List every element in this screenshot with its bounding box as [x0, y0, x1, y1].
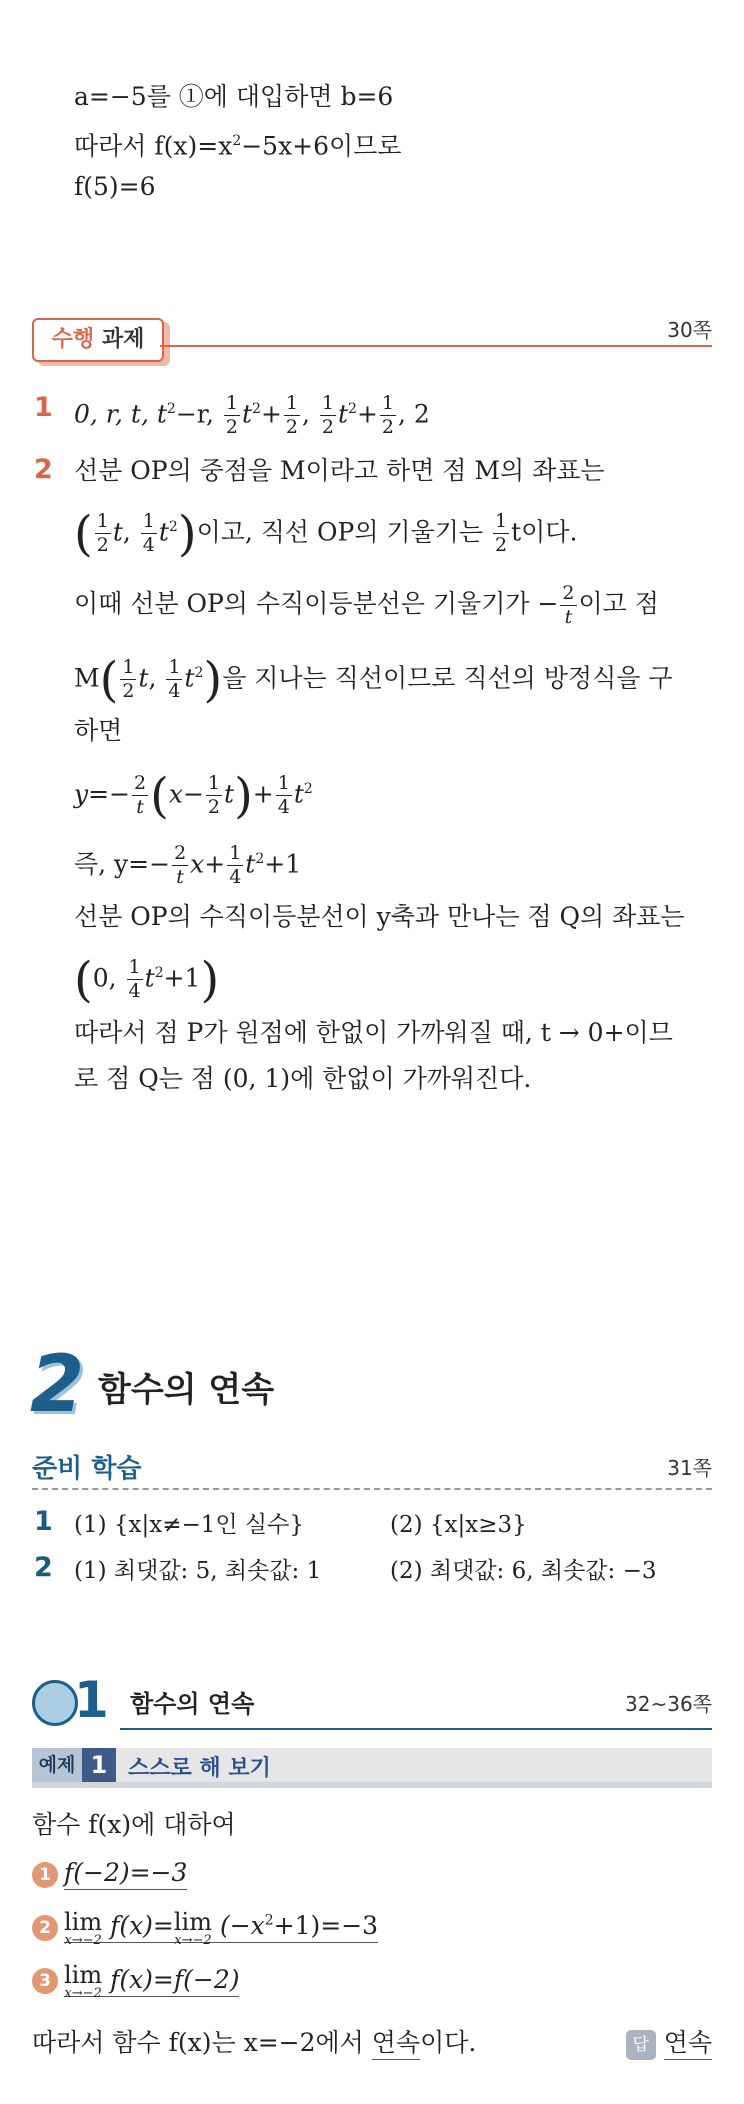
text: −5x+6이므로: [241, 131, 402, 161]
step-3-badge: 3: [32, 1968, 58, 1994]
q2-line-3: 이때 선분 OP의 수직이등분선은 기울기가 − $\frac{2}{t}$ 이고 점: [74, 582, 659, 628]
example-bar-bottom: [32, 1782, 712, 1788]
text: f(−2)=−3: [64, 1858, 187, 1890]
answer-text: 연속: [664, 2028, 712, 2060]
q2-number: 2: [34, 454, 53, 485]
text: 이고, 직선 OP의 기울기는: [196, 517, 484, 547]
q2-line-8: 선분 OP의 수직이등분선이 y축과 만나는 점 Q의 좌표는: [74, 902, 685, 931]
text: 0, r, t, t: [74, 399, 167, 429]
text: 이때 선분 OP의 수직이등분선은 기울기가 −: [74, 589, 559, 618]
frac: $\frac{1}{2}$: [321, 392, 334, 439]
section-title: 함수의 연속: [130, 1690, 255, 1718]
text: t이다.: [511, 517, 578, 547]
example-intro: 함수 f(x)에 대하여: [32, 1810, 236, 1839]
q2-line-5: 하면: [74, 716, 123, 745]
chapter-number: 2: [30, 1340, 85, 1430]
example-title: 스스로 해 보기: [128, 1756, 271, 1781]
text: 따라서 함수 f(x)는 x=−2에서: [32, 2028, 364, 2057]
q2-eq-2: 즉, y=− $\frac{2}{t}$ x+ $\frac{1}{4}$ $t^2+1$: [74, 842, 302, 889]
top-line-3: f(5)=6: [74, 172, 156, 201]
section-rule: [120, 1728, 712, 1730]
task-page: 30쪽: [667, 318, 712, 342]
prep-item-1-a: (1) {x|x≠−1인 실수}: [74, 1512, 304, 1538]
frac: $\frac{1}{2}$: [381, 392, 394, 439]
lim-sub: x→−2: [64, 1986, 102, 2001]
example-step-2: 2 lim x→−2 f(x)=lim x→−2 $(-x^2+1)=-3$: [32, 1904, 378, 1947]
text: (−x: [219, 1911, 265, 1941]
section-page: 32~36쪽: [625, 1692, 712, 1716]
lim: lim: [173, 1907, 212, 1936]
prep-item-1-num: 1: [34, 1506, 53, 1537]
task-tag-a: 수행: [51, 327, 95, 352]
example-step-1: [32, 1856, 187, 1890]
example-conclusion: [32, 2026, 476, 2060]
example-step-3: [32, 1962, 239, 2000]
top-line-2: [74, 124, 402, 163]
example-number: 1: [82, 1748, 116, 1782]
text: 0,: [92, 963, 117, 993]
prep-title: 준비 학습: [32, 1454, 142, 1484]
section-circle-icon: [32, 1680, 78, 1726]
q2-line-9: (0, $\frac{1}{4}$ $t^2+1$): [74, 951, 220, 1008]
lim: lim: [64, 1961, 103, 1989]
prep-item-2-b: (2) 최댓값: 6, 최솟값: −3: [390, 1558, 657, 1584]
text: +1: [264, 849, 302, 879]
q2-line-10: 따라서 점 P가 원점에 한없이 가까워질 때, t → 0+이므: [74, 1018, 673, 1047]
text: x+: [190, 849, 226, 879]
example-tag: 예제: [32, 1748, 82, 1782]
lim-sub: x→−2: [64, 1932, 102, 1948]
sup: 2: [232, 133, 242, 149]
q2-line-1: 선분 OP의 중점을 M이라고 하면 점 M의 좌표는: [74, 456, 605, 485]
text: 을 지나는 직선이므로 직선의 방정식을 구: [222, 663, 673, 693]
text: 즉, y=−: [74, 849, 171, 879]
q2-line-2: ( $\frac{1}{2}$ t, $\frac{1}{4}$ $t^2$)이고, 직선 OP의 기울기는 $\frac{1}{2}$ t이다.: [74, 505, 578, 562]
lim: lim: [64, 1907, 103, 1936]
q2-eq-1: y=− $\frac{2}{t}$ (x− $\frac{1}{2}$ t)+ $\frac{1}{4}$ $t^2$: [74, 767, 313, 824]
step-1-badge: 1: [32, 1862, 58, 1888]
top-line-1: a=−5를 ①에 대입하면 b=6: [74, 82, 394, 111]
prep-item-2-a: (1) 최댓값: 5, 최솟값: 1: [74, 1558, 322, 1584]
prep-item-2-num: 2: [34, 1552, 53, 1583]
prep-page: 31쪽: [667, 1456, 712, 1480]
answer-tag: 답: [626, 2030, 656, 2060]
task-tag-b: 과제: [101, 327, 145, 352]
text: +1)=−3: [273, 1911, 379, 1941]
text: 이고 점: [578, 589, 659, 618]
frac: $\frac{1}{2}$: [285, 392, 298, 439]
text: 따라서 f(x)=x: [74, 131, 233, 161]
example-answer: [626, 2026, 712, 2060]
text: 연속: [372, 2028, 420, 2060]
text: y=−: [74, 779, 131, 809]
section-number: 1: [74, 1671, 109, 1729]
q1-text: 0, r, t, $t^2-r$, $\frac{1}{2}$ $t^2+$ $\frac{1}{2}$ , $\frac{1}{2}$ $t^2+$ $\frac{1}{2}$ , 2: [74, 392, 430, 439]
text: f(x)=: [110, 1911, 174, 1941]
q1-number: 1: [34, 392, 53, 423]
text: M: [74, 663, 100, 693]
chapter-title: 함수의 연속: [98, 1370, 275, 1410]
text: +1: [163, 963, 201, 993]
task-rule: [160, 345, 712, 347]
prep-item-1-b: (2) {x|x≥3}: [390, 1512, 527, 1538]
task-tag: [32, 318, 164, 362]
text: 이다.: [420, 2028, 477, 2057]
text: −r,: [175, 399, 214, 429]
step-2-badge: 2: [32, 1915, 58, 1941]
lim-sub: x→−2: [174, 1932, 212, 1948]
text: f(x)=f(−2): [110, 1964, 240, 1994]
q2-line-4: M( $\frac{1}{2}$ t, $\frac{1}{4}$ $t^2$)을 지나는 직선이므로 직선의 방정식을 구: [74, 651, 673, 708]
frac: $\frac{1}{2}$: [225, 392, 238, 439]
prep-divider: [32, 1488, 712, 1490]
q2-line-11: 로 점 Q는 점 (0, 1)에 한없이 가까워진다.: [74, 1064, 532, 1093]
